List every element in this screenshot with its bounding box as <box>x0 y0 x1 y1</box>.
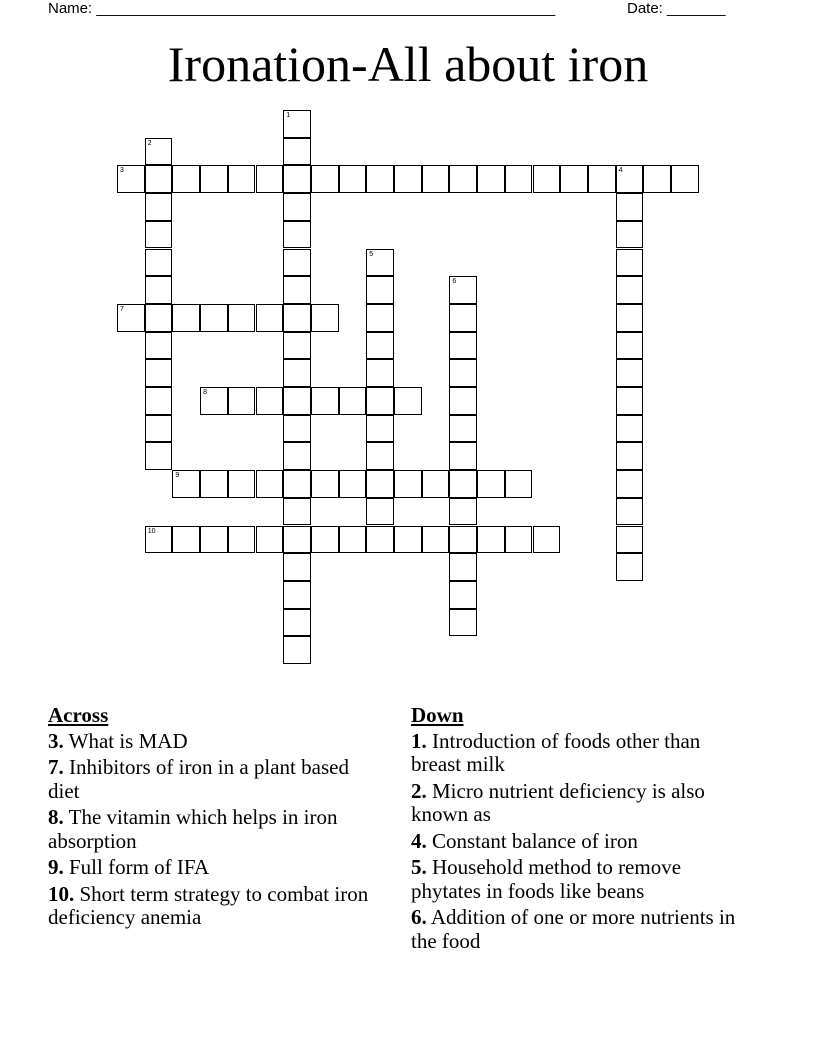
crossword-cell[interactable] <box>449 332 477 360</box>
crossword-cell[interactable] <box>422 526 450 554</box>
crossword-cell[interactable] <box>145 165 173 193</box>
crossword-cell[interactable] <box>422 165 450 193</box>
crossword-cell[interactable] <box>339 165 367 193</box>
crossword-cell[interactable] <box>394 526 422 554</box>
crossword-cell[interactable] <box>616 359 644 387</box>
clue-text: What is MAD <box>68 728 188 753</box>
across-clue <box>48 856 378 880</box>
clue-number: 7. <box>48 755 64 779</box>
crossword-cell[interactable] <box>283 193 311 221</box>
crossword-cell[interactable] <box>256 526 284 554</box>
cell-number: 1 <box>286 112 291 119</box>
crossword-cell[interactable] <box>172 165 200 193</box>
crossword-cell[interactable] <box>671 165 699 193</box>
crossword-cell[interactable] <box>145 304 173 332</box>
crossword-cell[interactable] <box>256 470 284 498</box>
crossword-cell[interactable] <box>339 526 367 554</box>
crossword-cell[interactable] <box>616 332 644 360</box>
crossword-cell[interactable] <box>616 553 644 581</box>
crossword-cell[interactable] <box>117 304 145 332</box>
crossword-cell[interactable] <box>616 415 644 443</box>
date-field: Date: _______ <box>627 0 726 17</box>
cell-number: 3 <box>120 167 124 175</box>
crossword-cell[interactable] <box>283 249 311 277</box>
cell-number: 6 <box>452 278 457 286</box>
crossword-cell[interactable] <box>449 609 477 637</box>
crossword-cell[interactable] <box>616 470 644 498</box>
crossword-cell[interactable] <box>283 526 311 554</box>
crossword-cell[interactable] <box>366 249 394 277</box>
crossword-cell[interactable] <box>339 387 367 415</box>
crossword-cell[interactable] <box>283 636 311 664</box>
crossword-cell[interactable] <box>145 193 173 221</box>
cell-number: 10 <box>147 527 156 535</box>
crossword-cell[interactable] <box>283 498 311 526</box>
crossword-cell[interactable] <box>616 387 644 415</box>
crossword-cell[interactable] <box>616 221 644 249</box>
crossword-cell[interactable] <box>283 221 311 249</box>
down-clues <box>411 704 741 956</box>
crossword-cell[interactable] <box>200 387 228 415</box>
clue-number: 6. <box>411 905 427 929</box>
crossword-cell[interactable] <box>366 415 394 443</box>
crossword-cell[interactable] <box>200 165 228 193</box>
crossword-cell[interactable] <box>172 304 200 332</box>
crossword-cell[interactable] <box>449 387 477 415</box>
clue-text: The vitamin which helps in iron absorption <box>48 805 338 853</box>
crossword-cell[interactable] <box>366 387 394 415</box>
crossword-cell[interactable] <box>145 332 173 360</box>
crossword-cell[interactable] <box>228 470 256 498</box>
crossword-cell[interactable] <box>283 332 311 360</box>
crossword-cell[interactable] <box>256 387 284 415</box>
crossword-cell[interactable] <box>366 276 394 304</box>
crossword-cell[interactable] <box>145 221 173 249</box>
crossword-cell[interactable] <box>283 609 311 637</box>
clue-number: 8. <box>48 805 64 829</box>
crossword-cell[interactable] <box>228 304 256 332</box>
down-clue <box>411 780 741 827</box>
across-clue <box>48 806 378 853</box>
crossword-cell[interactable] <box>616 249 644 277</box>
crossword-cell[interactable] <box>505 165 533 193</box>
across-clue <box>48 730 378 754</box>
down-clue <box>411 730 741 777</box>
crossword-cell[interactable] <box>616 165 644 193</box>
crossword-cell[interactable] <box>366 470 394 498</box>
crossword-cell[interactable] <box>145 359 173 387</box>
crossword-cell[interactable] <box>366 304 394 332</box>
crossword-cell[interactable] <box>311 470 339 498</box>
clue-number: 4. <box>411 828 427 853</box>
crossword-cell[interactable] <box>145 249 173 277</box>
crossword-cell[interactable] <box>366 526 394 554</box>
crossword-cell[interactable] <box>283 581 311 609</box>
crossword-cell[interactable] <box>477 526 505 554</box>
down-clue <box>411 906 741 953</box>
across-heading: Across <box>48 703 109 727</box>
crossword-cell[interactable] <box>311 526 339 554</box>
crossword-cell[interactable] <box>311 165 339 193</box>
crossword-cell[interactable] <box>200 526 228 554</box>
crossword-cell[interactable] <box>366 359 394 387</box>
crossword-cell[interactable] <box>366 442 394 470</box>
clue-number: 9. <box>48 855 64 879</box>
clue-text: Addition of one or more nutrients in the food <box>411 905 736 953</box>
clue-number: 2. <box>411 778 427 803</box>
across-clue <box>48 756 378 803</box>
down-clue <box>411 856 741 903</box>
crossword-cell[interactable] <box>449 359 477 387</box>
crossword-cell[interactable] <box>283 165 311 193</box>
crossword-cell[interactable] <box>366 165 394 193</box>
clue-text: Household method to remove phytates in foods like beans <box>411 855 682 903</box>
crossword-cell[interactable] <box>616 193 644 221</box>
cell-number: 2 <box>147 139 152 147</box>
crossword-cell[interactable] <box>339 470 367 498</box>
crossword-cell[interactable] <box>283 138 311 166</box>
down-heading: Down <box>411 703 464 727</box>
crossword-cell[interactable] <box>256 304 284 332</box>
crossword-cell[interactable] <box>172 470 200 498</box>
crossword-cell[interactable] <box>449 442 477 470</box>
clue-number: 3. <box>48 728 64 753</box>
clue-number: 1. <box>411 728 427 753</box>
crossword-cell[interactable] <box>145 387 173 415</box>
crossword-cell[interactable] <box>366 498 394 526</box>
page-title: Ironation-All about iron <box>167 36 649 92</box>
crossword-cell[interactable] <box>311 304 339 332</box>
crossword-cell[interactable] <box>449 498 477 526</box>
crossword-cell[interactable] <box>200 304 228 332</box>
crossword-cell[interactable] <box>643 165 671 193</box>
crossword-cell[interactable] <box>394 387 422 415</box>
crossword-cell[interactable] <box>560 165 588 193</box>
crossword-cell[interactable] <box>172 526 200 554</box>
cell-number: 7 <box>120 305 124 313</box>
across-clues <box>48 704 378 933</box>
crossword-cell[interactable] <box>449 415 477 443</box>
crossword-cell[interactable] <box>283 110 311 138</box>
crossword-cell[interactable] <box>145 138 173 166</box>
clue-text: Constant balance of iron <box>432 828 638 853</box>
clue-number: 10. <box>48 881 75 906</box>
clue-text: Introduction of foods other than breast milk <box>411 728 701 776</box>
crossword-cell[interactable] <box>200 470 228 498</box>
crossword-cell[interactable] <box>228 165 256 193</box>
crossword-cell[interactable] <box>449 470 477 498</box>
cell-number: 4 <box>618 167 623 175</box>
clue-text: Short term strategy to combat iron deficiency anemia <box>48 881 369 929</box>
across-clue <box>48 883 378 930</box>
crossword-cell[interactable] <box>283 442 311 470</box>
crossword-cell[interactable] <box>283 553 311 581</box>
crossword-cell[interactable] <box>505 470 533 498</box>
crossword-cell[interactable] <box>283 387 311 415</box>
crossword-cell[interactable] <box>449 581 477 609</box>
crossword-cell[interactable] <box>145 276 173 304</box>
crossword-cell[interactable] <box>311 387 339 415</box>
down-clue <box>411 830 741 854</box>
crossword-cell[interactable] <box>449 165 477 193</box>
cell-number: 9 <box>175 472 180 480</box>
crossword-cell[interactable] <box>283 359 311 387</box>
crossword-cell[interactable] <box>533 165 561 193</box>
crossword-cell[interactable] <box>283 470 311 498</box>
crossword-cell[interactable] <box>588 165 616 193</box>
crossword-cell[interactable] <box>145 415 173 443</box>
crossword-cell[interactable] <box>616 304 644 332</box>
crossword-cell[interactable] <box>256 165 284 193</box>
crossword-cell[interactable] <box>616 526 644 554</box>
crossword-cell[interactable] <box>616 442 644 470</box>
crossword-cell[interactable] <box>117 165 145 193</box>
crossword-cell[interactable] <box>145 442 173 470</box>
crossword-cell[interactable] <box>283 276 311 304</box>
crossword-cell[interactable] <box>283 304 311 332</box>
crossword-cell[interactable] <box>422 470 450 498</box>
crossword-cell[interactable] <box>477 165 505 193</box>
crossword-cell[interactable] <box>449 304 477 332</box>
crossword-cell[interactable] <box>449 526 477 554</box>
crossword-cell[interactable] <box>616 276 644 304</box>
crossword-cell[interactable] <box>228 526 256 554</box>
crossword-cell[interactable] <box>616 498 644 526</box>
crossword-cell[interactable] <box>394 165 422 193</box>
crossword-cell[interactable] <box>449 553 477 581</box>
cell-number: 8 <box>203 389 207 396</box>
clue-text: Full form of IFA <box>69 855 210 879</box>
crossword-cell[interactable] <box>366 332 394 360</box>
cell-number: 5 <box>369 250 374 258</box>
crossword-cell[interactable] <box>283 415 311 443</box>
clue-text: Inhibitors of iron in a plant based diet <box>48 755 349 803</box>
crossword-cell[interactable] <box>394 470 422 498</box>
crossword-cell[interactable] <box>228 387 256 415</box>
crossword-cell[interactable] <box>477 470 505 498</box>
crossword-cell[interactable] <box>449 276 477 304</box>
clue-number: 5. <box>411 855 427 879</box>
crossword-cell[interactable] <box>505 526 533 554</box>
clue-text: Micro nutrient deficiency is also known as <box>411 778 705 826</box>
crossword-cell[interactable] <box>533 526 561 554</box>
crossword-cell[interactable] <box>145 526 173 554</box>
name-field: Name: _______________________________________________________ <box>48 0 556 17</box>
